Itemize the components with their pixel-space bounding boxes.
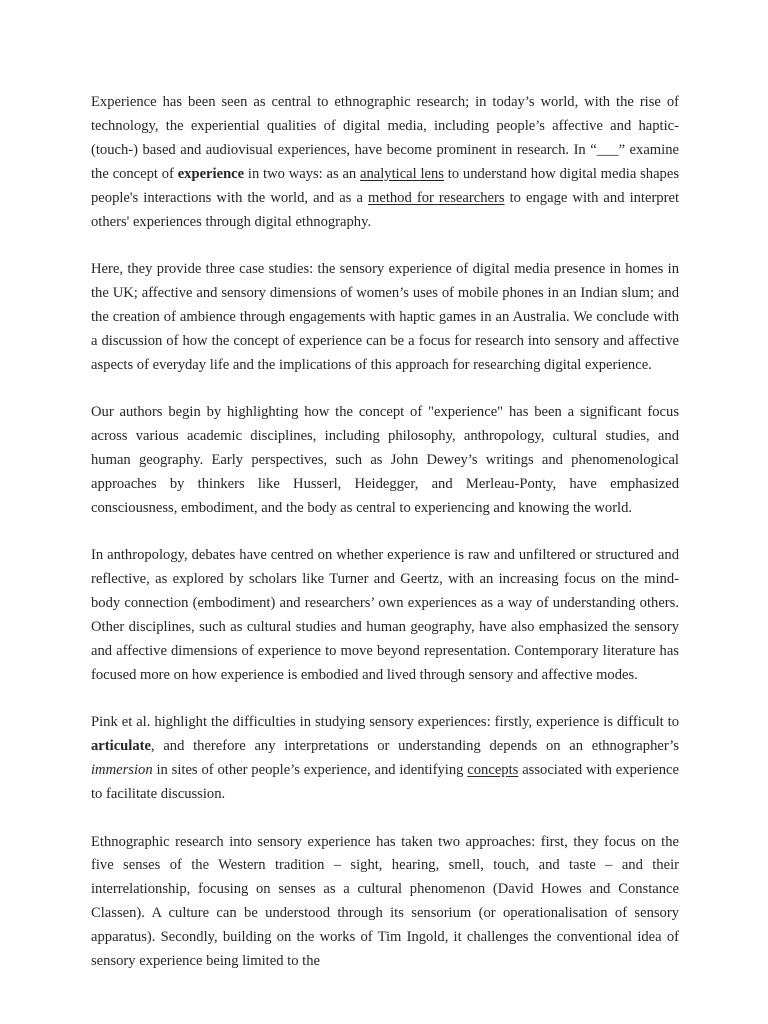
paragraph-5-text-c: , and therefore any interpretations or understanding depends on an ethnographer’s <box>150 738 679 755</box>
paragraph-6: Ethnographic research into sensory experience has taken two approaches: first, they focus on the five senses of the Western tradition – sight, hearing, smell, touch, and taste – and their interrelationship, focusing on senses as a cultural phenomenon (David Howes and Constance Classen). A culture can be understood through its sensorium (or operationalisation of sensory apparatus). Secondly, building on the works of Tim Ingold, it challenges the conventional idea of sensory experience being limited to the <box>91 833 679 970</box>
underlined-term-method-for-researchers: method for researchers <box>368 189 505 206</box>
document-body <box>91 91 679 998</box>
bold-term-articulate: articulate <box>91 738 151 755</box>
underlined-term-concepts: concepts <box>467 762 519 779</box>
underlined-term-analytical-lens: analytical lens <box>359 165 444 182</box>
paragraph-1-text-c: in two ways: as an <box>244 165 360 182</box>
paragraph-1 <box>91 91 679 234</box>
paragraph-5-text-a: Pink et al. highlight the difficulties in studying sensory experiences: firstly, experience is difficult to <box>91 714 679 731</box>
paragraph-1-text-g: to engage with and interpret others' experiences through digital ethnography. <box>91 189 679 230</box>
bold-term-experience: experience <box>177 165 245 182</box>
paragraph-5 <box>91 711 679 807</box>
paragraph-4: In anthropology, debates have centred on whether experience is raw and unfiltered or structured and reflective, as explored by scholars like Turner and Geertz, with an increasing focus on the mind-body connection (embodiment) and researchers’ own experiences as a way of understanding others. Other disciplines, such as cultural studies and human geography, have also emphasized the sensory and affective dimensions of experience to move beyond representation. Contemporary literature has focused more on how experience is embodied and lived through sensory and affective modes. <box>91 547 679 683</box>
paragraph-5-text-g: associated with experience to facilitate discussion. <box>91 762 679 803</box>
paragraph-2: Here, they provide three case studies: the sensory experience of digital media presence in homes in the UK; affective and sensory dimensions of women’s uses of mobile phones in an Indian slum; and the creation of ambience through engagements with haptic games in an Australia. We conclude with a discussion of how the concept of experience can be a focus for research into sensory and affective aspects of everyday life and the implications of this approach for researching digital experience. <box>91 261 679 373</box>
paragraph-1-text-e: to understand how digital media shapes people's interactions with the world, and as a <box>91 165 679 206</box>
paragraph-3: Our authors begin by highlighting how the concept of "experience" has been a significant focus across various academic disciplines, including philosophy, anthropology, cultural studies, and human geography. Early perspectives, such as John Dewey’s writings and phenomenological approaches by thinkers like Husserl, Heidegger, and Merleau-Ponty, have emphasized consciousness, embodiment, and the body as central to experiencing and knowing the world. <box>91 404 679 516</box>
italic-term-immersion: immersion <box>91 762 153 779</box>
paragraph-1-text-a: Experience has been seen as central to ethnographic research; in today’s world, with the rise of technology, the experiential qualities of digital media, including people’s affective and haptic- (touch-) based and audiovisual experiences, have become prominent in research. In “___” examine the concept of <box>91 94 679 182</box>
paragraph-5-text-e: in sites of other people’s experience, and identifying <box>152 762 468 779</box>
